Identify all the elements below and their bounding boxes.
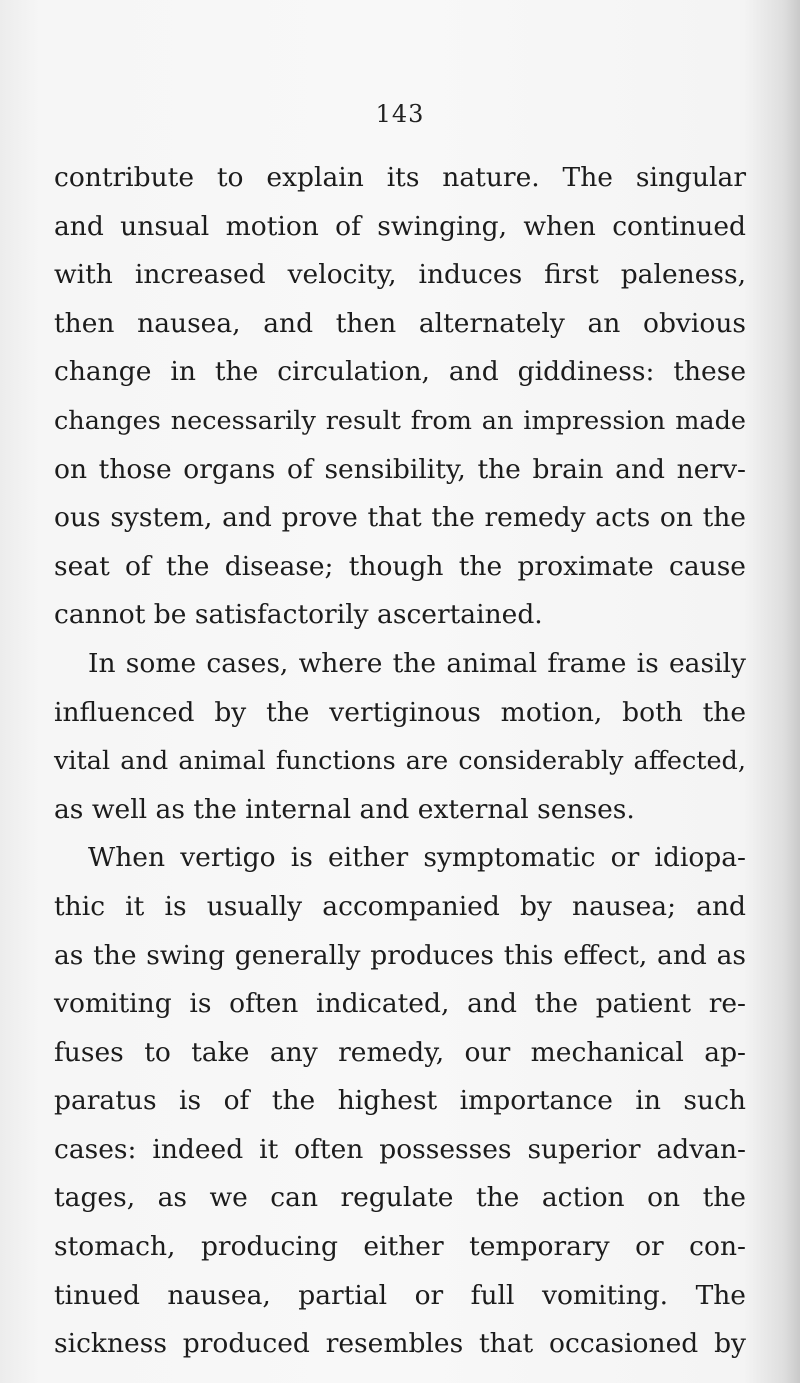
text-line: When vertigo is either symptomatic or idiopa-	[88, 842, 746, 874]
text-line: and unsual motion of swinging, when continued	[54, 210, 746, 242]
text-line: In some cases, where the animal frame is easily	[88, 647, 746, 679]
text-line: paratus is of the highest importance in such	[54, 1085, 746, 1117]
text-line: fuses to take any remedy, our mechanical ap-	[54, 1036, 746, 1068]
text-line: influenced by the vertiginous motion, both the	[54, 696, 746, 728]
text-line: changes necessarily result from an impression made	[54, 405, 746, 436]
text-line: thic it is usually accompanied by nausea; and	[54, 890, 746, 922]
text-line: as the swing generally produces this effect, and as	[54, 939, 746, 971]
text-line: change in the circulation, and giddiness: these	[54, 356, 746, 388]
body-text	[54, 154, 746, 1369]
text-line: contribute to explain its nature. The singular	[54, 162, 746, 193]
text-line: cases: indeed it often possesses superior advan-	[54, 1133, 746, 1165]
text-line: sickness produced resembles that occasioned by	[54, 1328, 746, 1360]
text-line: stomach, producing either temporary or con-	[54, 1231, 746, 1263]
text-line: as well as the internal and external senses.	[54, 793, 635, 825]
text-line: with increased velocity, induces first paleness,	[54, 259, 746, 291]
text-line: then nausea, and then alternately an obvious	[54, 307, 746, 339]
text-line: vomiting is often indicated, and the patient re-	[54, 988, 746, 1020]
text-line: on those organs of sensibility, the brain and nerv-	[54, 453, 746, 485]
page-number: 143	[375, 100, 425, 128]
text-line: tinued nausea, partial or full vomiting. The	[54, 1279, 746, 1311]
text-line: ous system, and prove that the remedy acts on the	[54, 502, 746, 534]
text-line: cannot be satisfactorily ascertained.	[54, 599, 543, 631]
text-line: vital and animal functions are considerably affected,	[54, 746, 746, 777]
text-line: seat of the disease; though the proximate cause	[54, 550, 746, 582]
text-line: tages, as we can regulate the action on the	[54, 1182, 746, 1214]
